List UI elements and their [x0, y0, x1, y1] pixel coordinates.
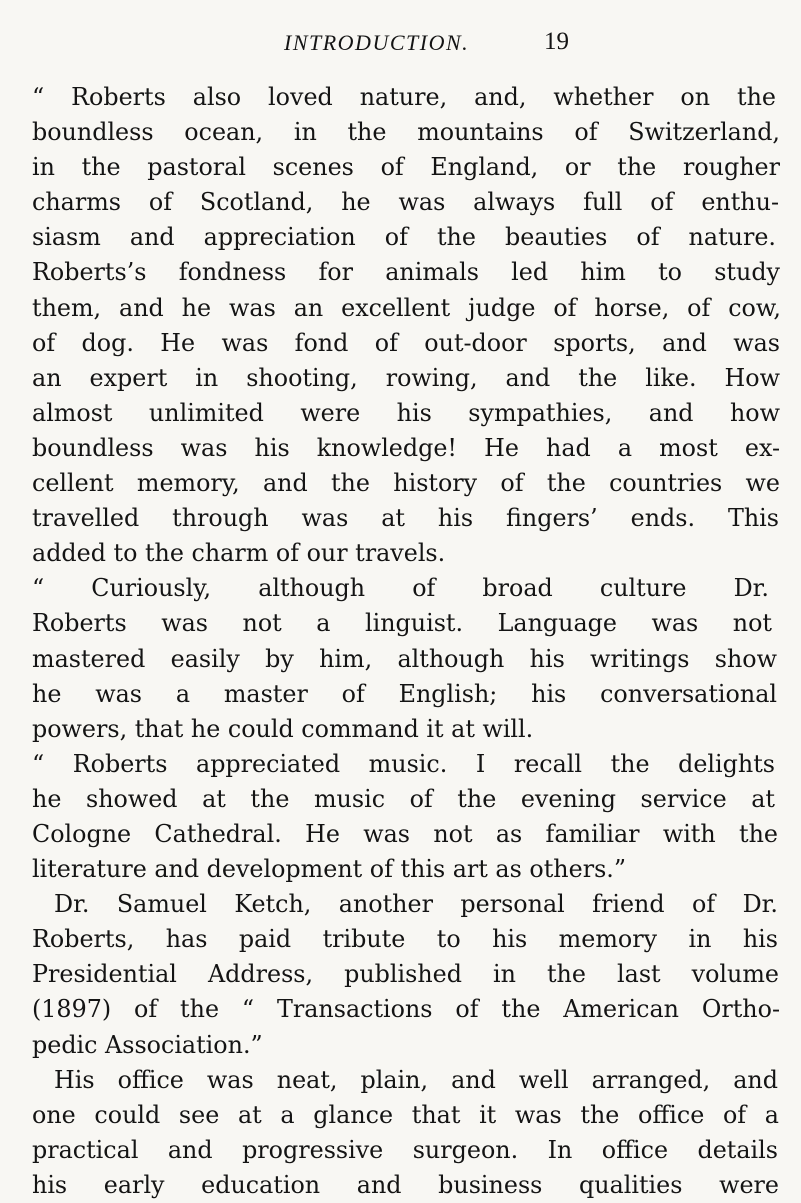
- text-line: practical and progressive surgeon. In office details: [32, 1135, 778, 1164]
- text-line: an expert in shooting, rowing, and the like. How: [32, 363, 780, 392]
- text-line: Dr. Samuel Ketch, another personal friend of Dr.: [54, 890, 778, 919]
- text-line: (1897) of the “ Transactions of the American Ortho-: [32, 995, 780, 1024]
- running-title: INTRODUCTION.: [284, 30, 470, 55]
- text-line: charms of Scotland, he was always full of enthu-: [32, 188, 779, 217]
- text-line: Cologne Cathedral. He was not as familiar with the: [32, 819, 778, 848]
- text-line: almost unlimited were his sympathies, and how: [32, 398, 780, 427]
- text-line: cellent memory, and the history of the countries we: [32, 469, 780, 498]
- text-line: one could see at a glance that it was the office of a: [32, 1100, 779, 1129]
- text-line: siasm and appreciation of the beauties of nature.: [32, 223, 776, 252]
- text-line: Roberts’s fondness for animals led him to study: [32, 258, 780, 287]
- text-line: pedic Association.”: [32, 1030, 263, 1059]
- body-text: [32, 80, 801, 1203]
- text-line: mastered easily by him, although his writings show: [32, 644, 777, 673]
- text-line: of dog. He was fond of out-door sports, and was: [32, 328, 780, 357]
- text-line: Roberts was not a linguist. Language was not: [32, 609, 772, 638]
- text-line: literature and development of this art as others.”: [32, 855, 627, 884]
- text-line: “ Roberts also loved nature, and, whether on the: [32, 83, 776, 111]
- text-line: in the pastoral scenes of England, or the rougher: [32, 153, 780, 182]
- text-line: travelled through was at his fingers’ ends. This: [32, 504, 779, 533]
- running-head: [0, 30, 801, 62]
- text-line: boundless was his knowledge! He had a most ex-: [32, 433, 780, 462]
- text-line: he showed at the music of the evening service at: [32, 784, 775, 813]
- text-line: Roberts, has paid tribute to his memory in his: [32, 925, 778, 954]
- text-line: he was a master of English; his conversational: [32, 679, 777, 708]
- text-line: his early education and business qualities were: [32, 1170, 779, 1199]
- text-line: added to the charm of our travels.: [32, 539, 446, 568]
- text-line: “ Roberts appreciated music. I recall the delights: [32, 749, 775, 778]
- text-line: “ Curiously, although of broad culture Dr.: [32, 574, 769, 603]
- text-line: them, and he was an excellent judge of horse, of cow,: [32, 293, 781, 322]
- text-line: His office was neat, plain, and well arranged, and: [54, 1065, 778, 1094]
- text-line: powers, that he could command it at will.: [32, 714, 534, 743]
- page-number: 19: [544, 28, 569, 55]
- text-line: Presidential Address, published in the last volume: [32, 960, 779, 989]
- text-line: boundless ocean, in the mountains of Switzerland,: [32, 118, 780, 147]
